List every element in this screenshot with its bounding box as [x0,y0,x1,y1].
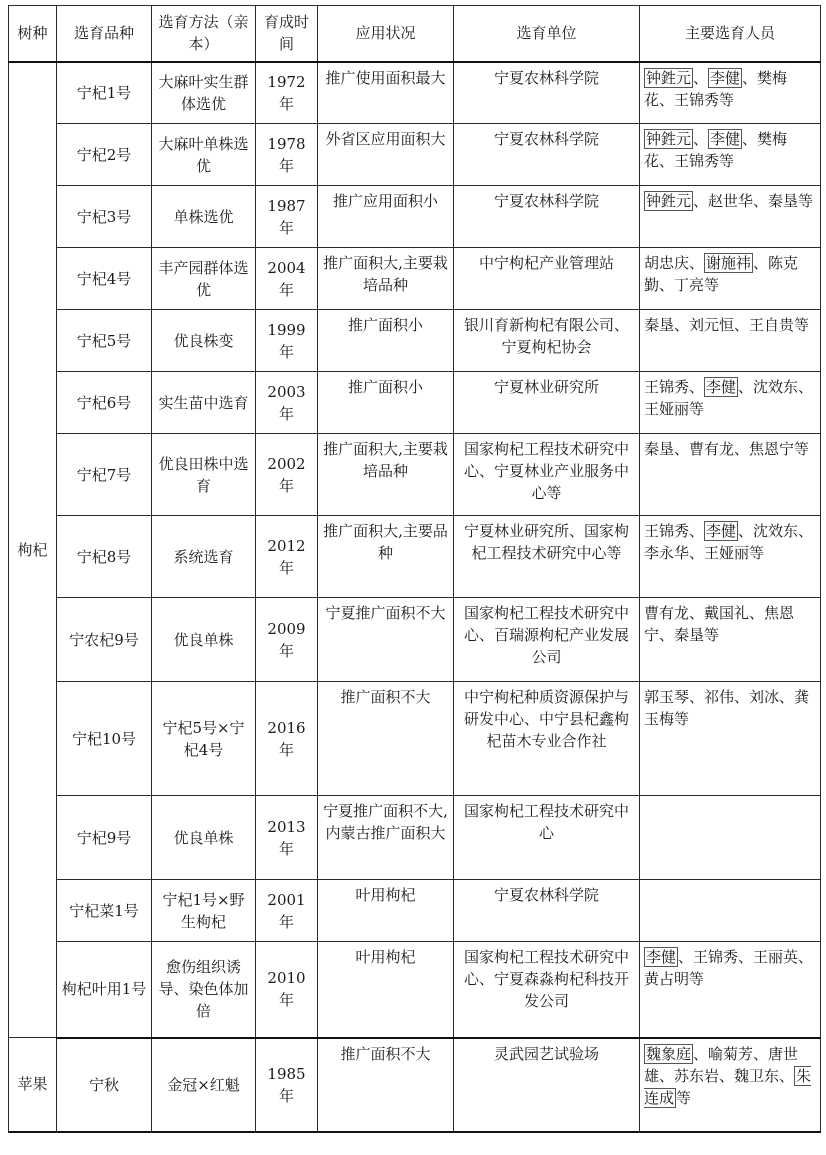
people-text: 郭玉琴、祁伟、刘冰、龚玉梅等 [644,688,810,728]
variety-cell: 宁杞4号 [57,248,152,310]
unit-cell: 国家枸杞工程技术研究中心 [454,796,640,880]
people-cell [640,880,821,942]
unit-cell: 银川育新枸杞有限公司、宁夏枸杞协会 [454,310,640,372]
table-row [9,942,821,1038]
method-cell: 大麻叶单株选优 [152,124,256,186]
method-cell: 优良单株 [152,796,256,880]
people-text: 胡忠庆、 [644,254,705,272]
status-cell: 推广面积不大 [318,682,454,796]
unit-cell: 宁夏农林科学院 [454,880,640,942]
table-row [9,248,821,310]
table-body [9,62,821,1132]
people-text: 秦垦、刘元恒、王自贵等 [644,316,810,334]
header-people: 主要选育人员 [640,6,821,62]
unit-cell: 国家枸杞工程技术研究中心、宁夏森淼枸杞科技开发公司 [454,942,640,1038]
header-method: 选育方法（亲本） [152,6,256,62]
people-text: 、沈效东、李永华、王娅丽等 [644,522,814,562]
people-text: 曹有龙、戴国礼、焦恩宁、秦垦等 [644,604,795,644]
status-cell: 推广面积小 [318,310,454,372]
unit-cell: 中宁枸杞种质资源保护与研发中心、中宁县杞鑫枸杞苗木专业合作社 [454,682,640,796]
table-row [9,186,821,248]
people-cell [640,434,821,516]
people-cell [640,1038,821,1132]
table-row [9,372,821,434]
people-text: 王锦秀、 [644,522,705,540]
year-cell: 1978年 [256,124,318,186]
year-cell: 2010年 [256,942,318,1038]
people-cell [640,598,821,682]
status-cell: 宁夏推广面积不大,内蒙古推广面积大 [318,796,454,880]
people-cell [640,62,821,124]
method-cell: 优良单株 [152,598,256,682]
method-cell: 金冠×红魁 [152,1038,256,1132]
year-cell: 2009年 [256,598,318,682]
people-text: 、赵世华、秦垦等 [693,192,814,210]
table-row [9,310,821,372]
year-cell: 2016年 [256,682,318,796]
people-cell [640,682,821,796]
status-cell: 推广使用面积最大 [318,62,454,124]
table-row [9,682,821,796]
boxed-name: 钟鉎元 [646,68,692,87]
status-cell: 推广应用面积小 [318,186,454,248]
variety-cell: 宁杞10号 [57,682,152,796]
people-cell [640,310,821,372]
people-text: 、陈克勤、丁亮等 [644,254,799,294]
boxed-name: 李健 [646,948,677,966]
variety-cell: 宁农杞9号 [57,598,152,682]
method-cell: 宁杞5号×宁杞4号 [152,682,256,796]
people-text: 等 [676,1088,692,1107]
table-row [9,516,821,598]
status-cell: 推广面积不大 [318,1038,454,1132]
method-cell: 实生苗中选育 [152,372,256,434]
header-status: 应用状况 [318,6,454,62]
boxed-name: 李健 [710,130,741,148]
variety-cell: 宁杞1号 [57,62,152,124]
method-cell: 优良株变 [152,310,256,372]
variety-cell: 宁杞8号 [57,516,152,598]
people-cell [640,796,821,880]
method-cell: 大麻叶实生群体选优 [152,62,256,124]
people-cell [640,248,821,310]
status-cell: 宁夏推广面积不大 [318,598,454,682]
year-cell: 2013年 [256,796,318,880]
variety-cell: 宁杞6号 [57,372,152,434]
variety-cell: 枸杞叶用1号 [57,942,152,1038]
year-cell: 1972年 [256,62,318,124]
species-cell: 枸杞 [9,62,57,1038]
method-cell: 愈伤组织诱导、染色体加倍 [152,942,256,1038]
boxed-name: 李健 [710,68,741,87]
table-row [9,124,821,186]
variety-cell: 宁杞9号 [57,796,152,880]
year-cell: 1999年 [256,310,318,372]
boxed-name: 朱连成 [644,1066,812,1107]
method-cell: 丰产园群体选优 [152,248,256,310]
breeding-table [8,5,821,1133]
year-cell: 2001年 [256,880,318,942]
variety-cell: 宁杞3号 [57,186,152,248]
unit-cell: 国家枸杞工程技术研究中心、宁夏林业产业服务中心等 [454,434,640,516]
unit-cell: 中宁枸杞产业管理站 [454,248,640,310]
year-cell: 1985年 [256,1038,318,1132]
status-cell: 推广面积大,主要品种 [318,516,454,598]
people-text: 、沈效东、王娅丽等 [644,378,814,418]
status-cell: 推广面积大,主要栽培品种 [318,248,454,310]
header-variety: 选育品种 [57,6,152,62]
table-row [9,796,821,880]
table-header [9,6,821,62]
boxed-name: 李健 [706,378,737,396]
year-cell: 2004年 [256,248,318,310]
status-cell: 推广面积大,主要栽培品种 [318,434,454,516]
species-cell: 苹果 [9,1038,57,1132]
boxed-name: 钟鉎元 [646,130,692,148]
method-cell: 宁杞1号×野生枸杞 [152,880,256,942]
variety-cell: 宁杞5号 [57,310,152,372]
people-cell [640,516,821,598]
boxed-name: 谢施祎 [706,254,752,272]
header-species: 树种 [9,6,57,62]
unit-cell: 灵武园艺试验场 [454,1038,640,1132]
people-cell [640,942,821,1038]
status-cell: 推广面积小 [318,372,454,434]
unit-cell: 宁夏农林科学院 [454,62,640,124]
variety-cell: 宁杞7号 [57,434,152,516]
people-text: 、 [693,130,709,148]
year-cell: 2002年 [256,434,318,516]
table-row [9,598,821,682]
unit-cell: 宁夏农林科学院 [454,186,640,248]
boxed-name: 魏象庭 [646,1044,692,1063]
unit-cell: 宁夏林业研究所 [454,372,640,434]
people-text: 王锦秀、 [644,378,705,396]
header-year: 育成时间 [256,6,318,62]
people-text: 、喻菊芳、唐世雄、苏东岩、魏卫东、 [644,1044,799,1085]
status-cell: 叶用枸杞 [318,880,454,942]
people-cell [640,124,821,186]
year-cell: 2012年 [256,516,318,598]
people-text: 、樊梅花、王锦秀等 [644,68,788,109]
people-cell [640,186,821,248]
variety-cell: 宁秋 [57,1038,152,1132]
boxed-name: 李健 [706,522,737,540]
boxed-name: 钟鉎元 [646,192,692,210]
variety-cell: 宁杞2号 [57,124,152,186]
unit-cell: 宁夏农林科学院 [454,124,640,186]
header-unit: 选育单位 [454,6,640,62]
year-cell: 1987年 [256,186,318,248]
people-text: 、王锦秀、王丽英、黄占明等 [644,948,814,988]
method-cell: 系统选育 [152,516,256,598]
table-row [9,62,821,124]
status-cell: 叶用枸杞 [318,942,454,1038]
people-text: 、 [693,68,709,87]
unit-cell: 宁夏林业研究所、国家枸杞工程技术研究中心等 [454,516,640,598]
table-row [9,1038,821,1132]
table-row [9,434,821,516]
table-row [9,880,821,942]
people-text: 秦垦、曹有龙、焦恩宁等 [644,440,810,458]
status-cell: 外省区应用面积大 [318,124,454,186]
people-cell [640,372,821,434]
year-cell: 2003年 [256,372,318,434]
unit-cell: 国家枸杞工程技术研究中心、百瑞源枸杞产业发展公司 [454,598,640,682]
method-cell: 单株选优 [152,186,256,248]
method-cell: 优良田株中选育 [152,434,256,516]
variety-cell: 宁杞菜1号 [57,880,152,942]
people-text: 、樊梅花、王锦秀等 [644,130,788,170]
